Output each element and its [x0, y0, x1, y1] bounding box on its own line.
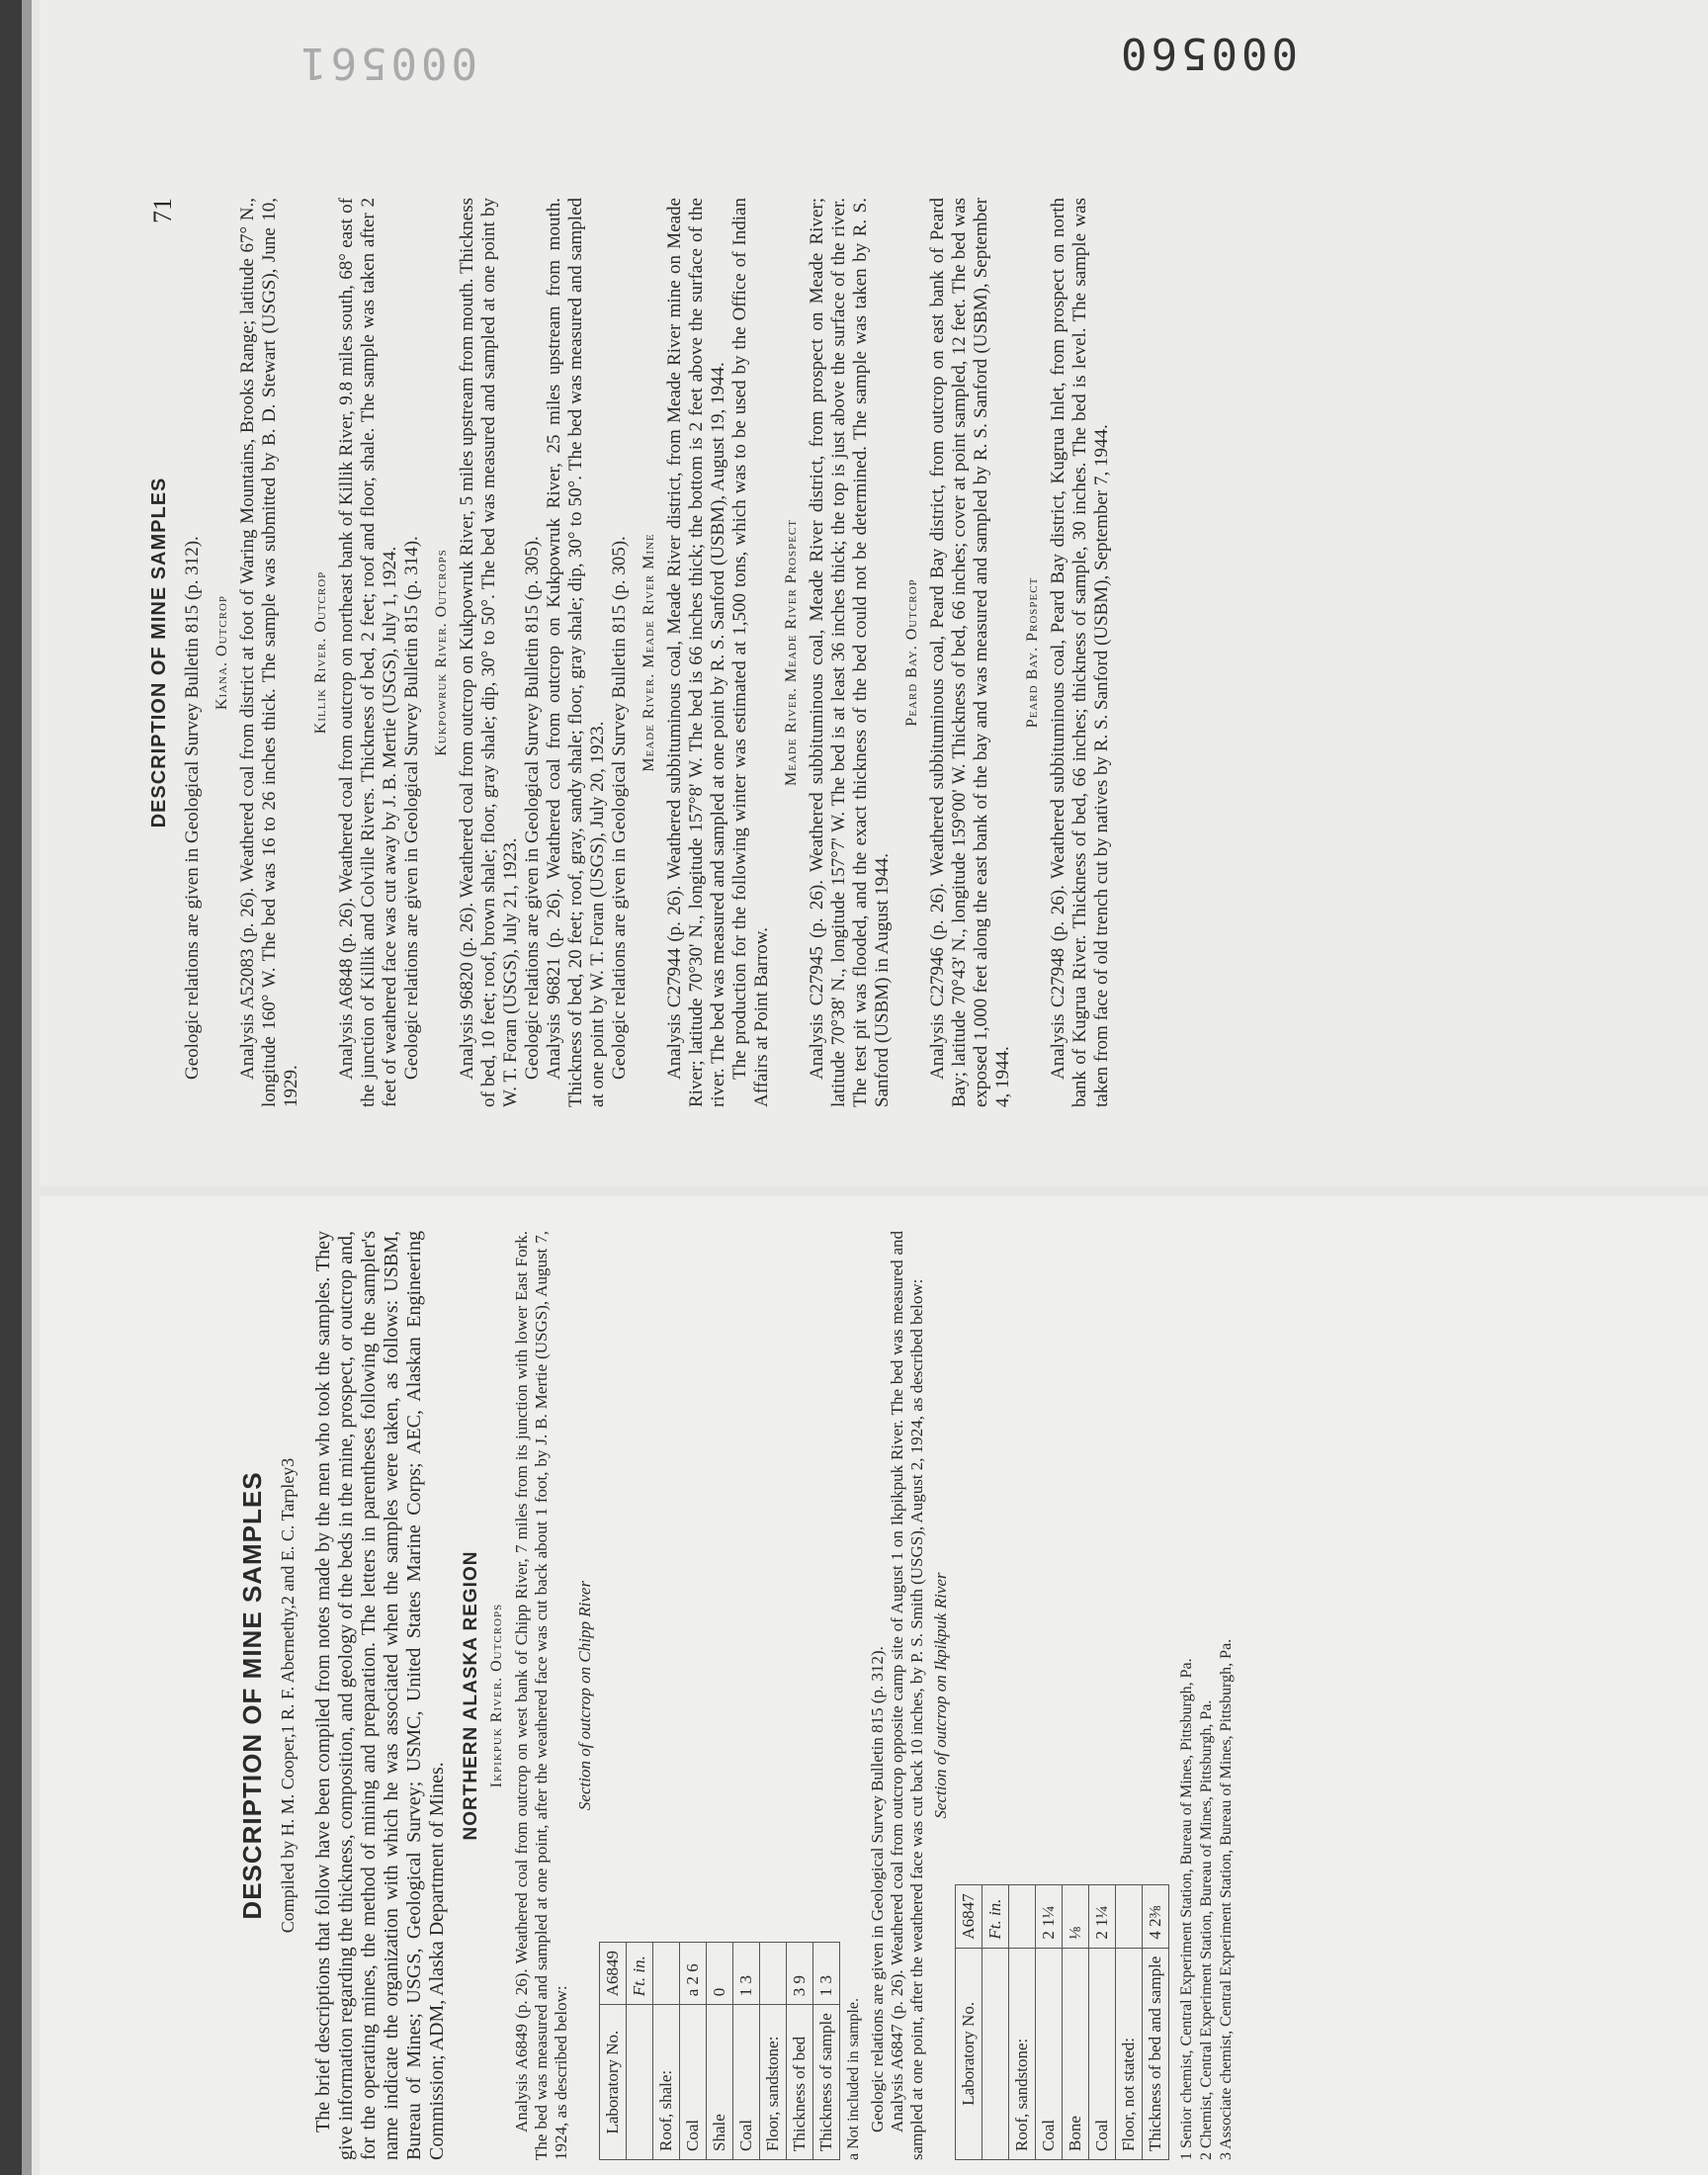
- book-binding-edge: [22, 0, 32, 2175]
- running-head: DESCRIPTION OF MINE SAMPLES: [148, 477, 170, 828]
- entry-paragraph: Geologic relations are given in Geological Survey Bulletin 815 (p. 305).: [609, 536, 630, 1080]
- entry-paragraph: Geologic relations are given in Geological Survey Bulletin 815 (p. 305).: [522, 536, 543, 1080]
- row-label: Coal: [680, 2005, 707, 2160]
- row-value: [760, 1942, 787, 2004]
- row-value: 4 2⅜: [1143, 1885, 1169, 1948]
- entry-paragraph: Analysis 96820 (p. 26). Weathered coal from outcrop on Kukpowruk River, 5 miles upstream from mouth. Thickness of bed, 10 feet; roof, brown shale; floor, gray shale; dip, 30° to 50°. The bed was measured and sampled at one point by W. T. Foran (USGS), July 21, 1923.: [457, 198, 521, 1107]
- row-label: Shale: [707, 2005, 733, 2160]
- table-row: [1036, 1885, 1063, 2160]
- section-table-ikpikpuk-river: [955, 1884, 1169, 2160]
- row-value: ⅛: [1063, 1885, 1089, 1948]
- table1-caption: Section of outcrop on Chipp River: [575, 1580, 594, 1811]
- row-value: [1116, 1885, 1143, 1948]
- entry-paragraph: Analysis 96821 (p. 26). Weathered coal from outcrop on Kukpowruk River, 25 miles upstream from mouth. Thickness of bed, 20 feet; roof, gray, sandy shale; floor, gray shale; dip, 30° to 50°. The bed was measured and sampled at one point by W. T. Foran (USGS), July 20, 1923.: [544, 198, 608, 1107]
- compiled-by: Compiled by H. M. Cooper,1 R. F. Abernethy,2 and E. C. Tarpley3: [278, 1457, 298, 1934]
- row-value: 1 3: [733, 1942, 760, 2004]
- entry-paragraph: Analysis C27948 (p. 26). Weathered subbituminous coal, Peard Bay district, Kugrua Inlet, from prospect on north bank of Kugrua River. Thickness of bed, 66 inches; thickness of sample, 30 inches. The bed is level. The sample was taken from face of old trench cut by natives by R. S. Sanford (USBM), September 7, 1944.: [1048, 198, 1112, 1107]
- scan-stamp-number-faint: 000561: [297, 38, 477, 88]
- row-label: Thickness of sample: [813, 2005, 840, 2160]
- page-70: [40, 1196, 1708, 2175]
- footnotes: [1177, 1231, 1237, 2160]
- footnote: 2 Chemist, Central Experiment Station, Bureau of Mines, Pittsburgh, Pa.: [1198, 1699, 1215, 2160]
- row-value: [653, 1942, 680, 2004]
- footnote: 3 Associate chemist, Central Experiment Station, Bureau of Mines, Pittsburgh, Pa.: [1218, 1638, 1235, 2160]
- section-heading: Meade River. Meade River Mine: [640, 533, 657, 772]
- row-value: 0: [707, 1942, 733, 2004]
- row-label: Thickness of bed and sample: [1143, 1948, 1169, 2159]
- section-heading: Kukpowruk River. Outcrops: [433, 549, 450, 756]
- table2-caption: Section of outcrop on Ikpikpuk River: [931, 1572, 950, 1819]
- row-value: a 2 6: [680, 1942, 707, 2004]
- entry-paragraph: Analysis C27945 (p. 26). Weathered subbituminous coal, Meade River district, from prospect on Meade River; latitude 70°38' N., longitude 157°7' W. The bed is at least 36 inches thick; the top is just above the surface of the river. The test pit was flooded, and the exact thickness of the bed could not be determined. The sample was taken by R. S. Sanford (USBM) in August 1944.: [807, 198, 893, 1107]
- units-header: Ft. in.: [627, 1942, 653, 2004]
- row-label: Thickness of bed: [787, 2005, 813, 2160]
- table1-rows: [653, 1942, 840, 2159]
- lab-label: Laboratory No.: [956, 1948, 982, 2159]
- row-label: Floor, not stated:: [1116, 1948, 1143, 2159]
- table-row: [1143, 1885, 1169, 2160]
- page-number: 71: [148, 198, 177, 223]
- section-heading: Killik River. Outcrop: [312, 570, 329, 735]
- page-71-rotated-content: [148, 198, 1113, 1107]
- entry-paragraph: Analysis A6848 (p. 26). Weathered coal from outcrop on northeast bank of Killik River, 9.8 miles south, 68° east of the junction of Killik and Colville Rivers. Thickness of bed, 2 feet; roof and floor, shale. The sample was taken after 2 feet of weathered face was cut away by J. B. Mertie (USGS), July 1, 1924.: [336, 198, 400, 1107]
- page-71-body: [182, 198, 1113, 1107]
- table-row: [707, 1942, 733, 2159]
- left-column: [512, 1231, 1237, 2160]
- table2-rows: [1009, 1885, 1169, 2160]
- entry-paragraph: Geologic relations are given in Geological Survey Bulletin 815 (p. 314).: [401, 536, 422, 1080]
- section-heading: Meade River. Meade River Prospect: [783, 519, 800, 786]
- scan-stamp-number: 000560: [1117, 28, 1298, 78]
- units-header: Ft. in.: [982, 1885, 1009, 1948]
- table-row: [1063, 1885, 1089, 2160]
- table-row: [1009, 1885, 1036, 2160]
- entry-paragraph: Analysis A52083 (p. 26). Weathered coal from district at foot of Waring Mountains, Brooks Range; latitude 67° N., longitude 160° W. The bed was 16 to 26 inches thick. The sample was submitted by B. D. Stewart (USGS), June 10, 1929.: [237, 198, 301, 1107]
- footnote: 1 Senior chemist, Central Experiment Station, Bureau of Mines, Pittsburgh, Pa.: [1178, 1658, 1195, 2160]
- section-table-chipp-river: [599, 1942, 840, 2160]
- article-title: DESCRIPTION OF MINE SAMPLES: [237, 1471, 267, 1920]
- row-label: Roof, shale:: [653, 2005, 680, 2160]
- analysis-a6849: Analysis A6849 (p. 26). Weathered coal from outcrop on west bank of Chipp River, 7 miles from its junction with lower East Fork. The bed was measured and sampled at one point, after the weathered face was cut back about 1 foot, by J. B. Mertie (USGS), August 7, 1924, as described below:: [512, 1231, 570, 2160]
- entry-paragraph: The production for the following winter was estimated at 1,500 tons, which was to be used by the Office of Indian Affairs at Point Barrow.: [729, 198, 772, 1107]
- table-row: [733, 1942, 760, 2159]
- analysis-a6847: Analysis A6847 (p. 26). Weathered coal from outcrop opposite camp site of August 1 on Ikpikpuk River. The bed was measured and sampled at one point, after the weathered face was cut back 10 inches, by P. S. Smith (USGS), August 2, 1924, as described below:: [888, 1231, 926, 2160]
- table-row: [1116, 1885, 1143, 2160]
- section-heading: Kiana. Outcrop: [214, 595, 230, 711]
- row-label: Coal: [1089, 1948, 1116, 2159]
- row-value: 2 1¼: [1036, 1885, 1063, 1948]
- table-row: [653, 1942, 680, 2159]
- section-heading: Peard Bay. Outcrop: [903, 578, 920, 727]
- lab-number: A6849: [600, 1942, 627, 2004]
- row-value: [1009, 1885, 1036, 1948]
- page-71: [40, 0, 1708, 1186]
- footnote-a: a Not included in sample.: [845, 1998, 862, 2160]
- geologic-relations: Geologic relations are given in Geological Survey Bulletin 815 (p. 312).: [868, 1646, 887, 2132]
- book-binding: [0, 0, 22, 2175]
- row-value: 3 9: [787, 1942, 813, 2004]
- intro-paragraph: Geologic relations are given in Geological Survey Bulletin 815 (p. 312).: [182, 536, 203, 1080]
- row-label: Roof, sandstone:: [1009, 1948, 1036, 2159]
- table-row: [787, 1942, 813, 2159]
- entry-paragraph: Analysis C27944 (p. 26). Weathered subbituminous coal, Meade River district, from Meade River mine on Meade River; latitude 70°30' N., longitude 157°8' W. The bed is 66 inches thick; the bottom is 2 feet above the surface of the river. The bed was measured and sampled at one point by R. S. Sanford (USBM), August 19, 1944.: [664, 198, 728, 1107]
- section-heading: Peard Bay. Prospect: [1024, 576, 1041, 729]
- lab-label: Laboratory No.: [600, 2005, 627, 2160]
- table-row: [680, 1942, 707, 2159]
- entry-paragraph: Analysis C27946 (p. 26). Weathered subbituminous coal, Peard Bay district, from outcrop on east bank of Peard Bay; latitude 70°43' N., longitude 159°00' W. Thickness of bed, 66 inches; cover at point sampled, 12 feet. The bed was exposed 1,000 feet along the east bank of the bay and was measured and sampled by R. S. Sanford (USBM), September 4, 1944.: [927, 198, 1013, 1107]
- row-label: Coal: [1036, 1948, 1063, 2159]
- row-value: 1 3: [813, 1942, 840, 2004]
- region-heading: NORTHERN ALASKA REGION: [461, 1550, 481, 1841]
- subregion-heading: Ikpikpuk River. Outcrops: [488, 1603, 505, 1788]
- page-70-rotated-content: [237, 1231, 1237, 2160]
- table-row: [813, 1942, 840, 2159]
- intro-paragraph: The brief descriptions that follow have been compiled from notes made by the men who took the samples. They give information regarding the thickness, composition, and geology of the beds in the mine, prospect, or outcrop and, for the operating mines, the method of mining and preparation. The letters in parentheses following the sampler's name indicate the organization with which he was associated when the samples were taken, as follows: USBM, Bureau of Mines; USGS, Geological Survey; USMC, United States Marine Corps; AEC, Alaskan Engineering Commission; ADM, Alaska Department of Mines.: [312, 1231, 448, 2160]
- row-value: 2 1¼: [1089, 1885, 1116, 1948]
- row-label: Floor, sandstone:: [760, 2005, 787, 2160]
- lab-number: A6847: [956, 1885, 982, 1948]
- row-label: Bone: [1063, 1948, 1089, 2159]
- table-row: [1089, 1885, 1116, 2160]
- table-row: [760, 1942, 787, 2159]
- row-label: Coal: [733, 2005, 760, 2160]
